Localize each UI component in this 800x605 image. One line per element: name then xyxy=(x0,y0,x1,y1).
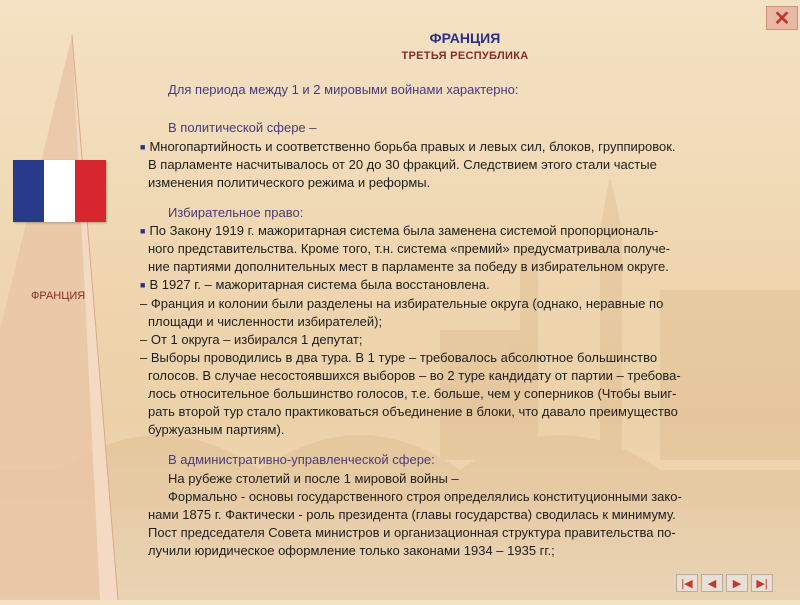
text-line: лось относительное большинство голосов, т.е. больше, чем у соперников (Чтобы выиг- xyxy=(148,386,677,401)
text-line: На рубеже столетий и после 1 мировой войны – xyxy=(168,471,459,486)
text-line: нами 1875 г. Фактически - роль президента (главы государства) сводилась к минимуму. xyxy=(148,507,676,522)
text-line: рать второй тур стало практиковаться объединение в блоки, что давало преимущество xyxy=(148,404,678,419)
bullet-icon: ■ xyxy=(140,226,146,236)
text-line: – Выборы проводились в два тура. В 1 туре – требовалось абсолютное большинство xyxy=(140,350,658,365)
text-line: изменения политического режима и реформы. xyxy=(148,175,431,190)
slide-navigation xyxy=(676,574,773,592)
first-slide-button[interactable] xyxy=(676,574,698,592)
section-heading-administrative: В административно-управленческой сфере: xyxy=(168,452,435,467)
next-slide-button[interactable] xyxy=(726,574,748,592)
text-line: лучили юридическое оформление только законами 1934 – 1935 гг.; xyxy=(148,543,555,558)
text-line: буржуазным партиям). xyxy=(148,422,285,437)
page-subtitle: ТРЕТЬЯ РЕСПУБЛИКА xyxy=(401,50,529,62)
text-line: площади и численности избирателей); xyxy=(148,314,383,329)
text-line: Пост председателя Совета министров и организационная структура правительства по- xyxy=(148,525,676,540)
section-heading-political: В политической сфере – xyxy=(168,120,317,135)
skip-forward-icon: ▶| xyxy=(756,577,768,590)
arrow-left-icon: ◀ xyxy=(707,577,717,590)
text-line: ного представительства. Кроме того, т.н. система «премий» предусматривала получе- xyxy=(148,241,671,256)
intro-text: Для периода между 1 и 2 мировыми войнами характерно: xyxy=(168,82,519,97)
text-line: В парламенте насчитывалось от 20 до 30 фракций. Следствием этого стали частые xyxy=(148,157,657,172)
page-title: ФРАНЦИЯ xyxy=(429,30,501,46)
bullet-icon: ■ xyxy=(140,142,146,152)
list-item: ■ В 1927 г. – мажоритарная система была восстановлена. xyxy=(140,277,490,292)
text-line: – От 1 округа – избирался 1 депутат; xyxy=(140,332,363,347)
text-line: – Франция и колонии были разделены на избирательные округа (однако, неравные по xyxy=(140,296,664,311)
sidebar-country-label: ФРАНЦИЯ xyxy=(31,290,86,302)
bullet-icon: ■ xyxy=(140,280,146,290)
list-item: ■ Многопартийность и соответственно борьба правых и левых сил, блоков, группировок. xyxy=(140,139,676,154)
previous-slide-button[interactable] xyxy=(701,574,723,592)
last-slide-button[interactable] xyxy=(751,574,773,592)
text-line: Формально - основы государственного строя определялись конституционными зако- xyxy=(168,489,682,504)
section-heading-electoral: Избирательное право: xyxy=(168,205,304,220)
list-item: ■ По Закону 1919 г. мажоритарная система была заменена системой пропорциональ- xyxy=(140,223,659,238)
text-line: голосов. В случае несостоявшихся выборов – во 2 туре кандидату от партии – требова- xyxy=(148,368,681,383)
close-icon: ✕ xyxy=(773,7,791,30)
text-line: ние партиями дополнительных мест в парламенте за победу в избирательном округе. xyxy=(148,259,669,274)
skip-back-icon: |◀ xyxy=(681,577,693,590)
arrow-right-icon: ▶ xyxy=(732,577,742,590)
